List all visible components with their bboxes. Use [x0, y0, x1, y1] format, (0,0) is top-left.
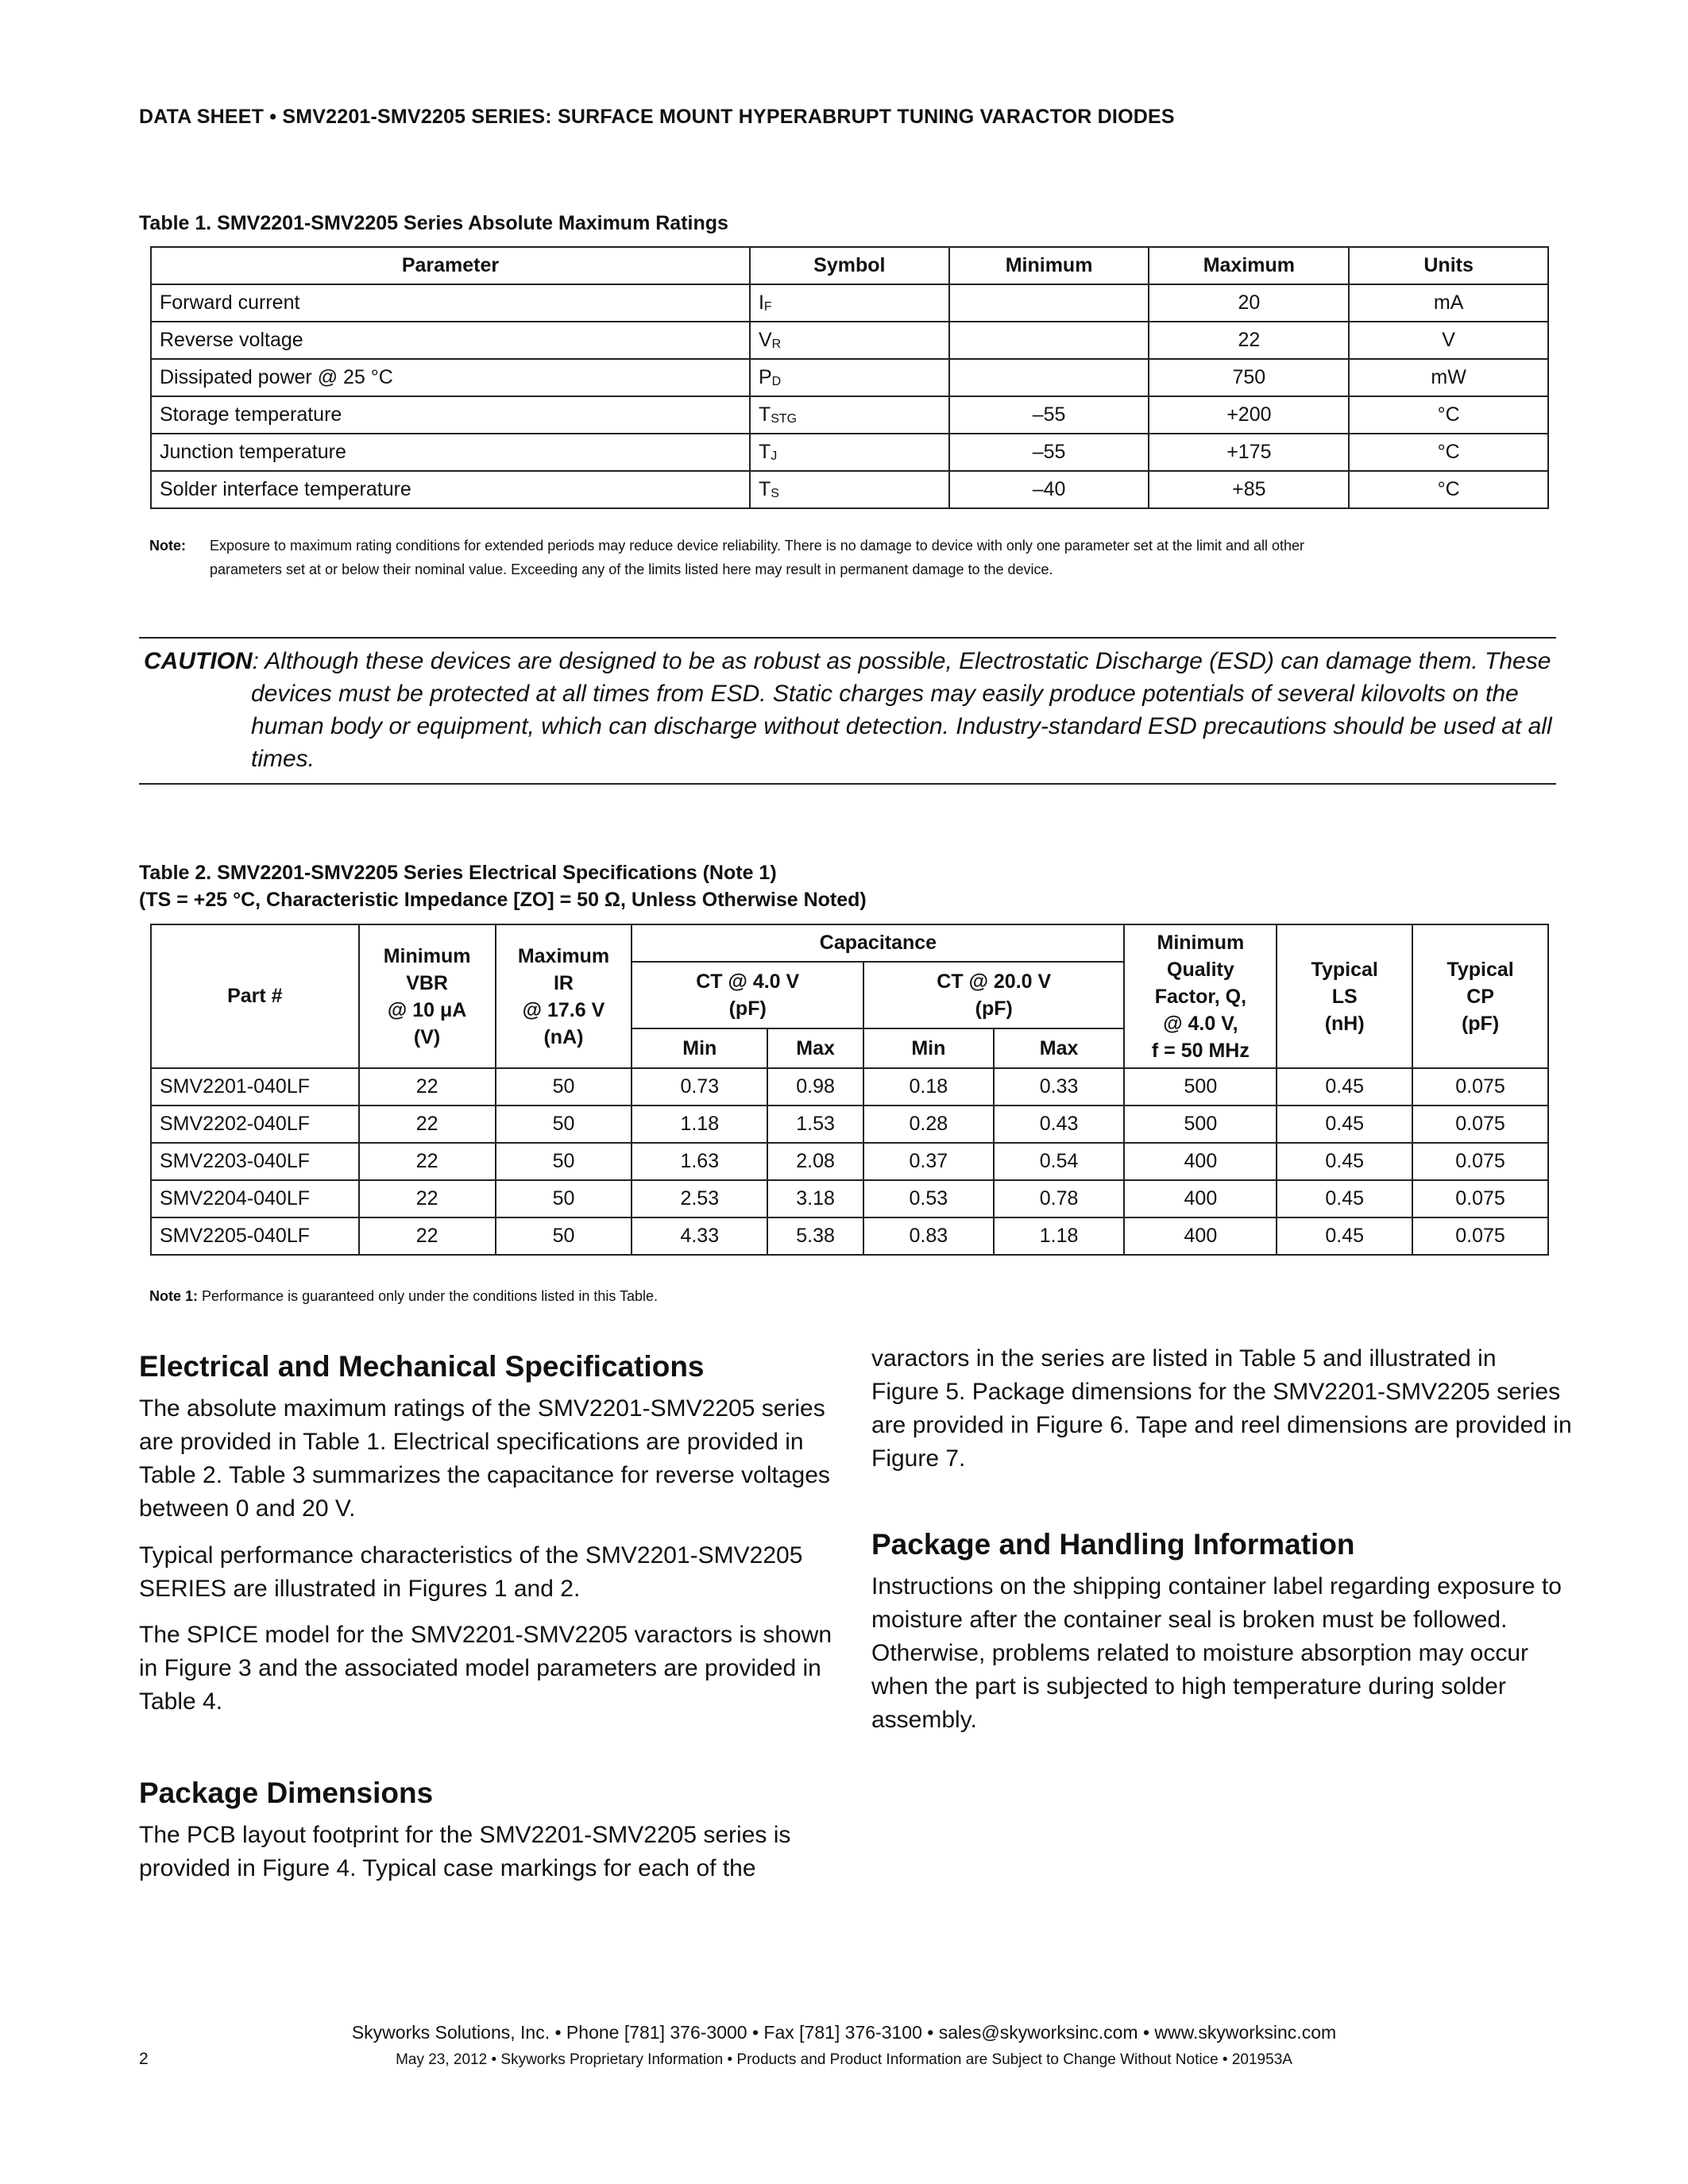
- table-cell: 0.075: [1412, 1068, 1548, 1106]
- section-heading-electrical-mechanical: Electrical and Mechanical Specifications: [139, 1350, 705, 1383]
- table-cell: 400: [1124, 1180, 1277, 1217]
- table-cell: 0.45: [1277, 1180, 1412, 1217]
- maximum-cell: 22: [1149, 322, 1349, 359]
- symbol-subscript: R: [771, 338, 782, 351]
- minimum-cell: [949, 359, 1149, 396]
- table1-header-cell: Minimum: [949, 247, 1149, 284]
- units-cell: V: [1349, 322, 1548, 359]
- section-heading-package-handling: Package and Handling Information: [871, 1528, 1355, 1561]
- symbol-letter: I: [758, 291, 764, 314]
- symbol-subscript: D: [771, 375, 782, 388]
- paragraph-spice-model: The SPICE model for the SMV2201-SMV2205 varactors is shown in Figure 3 and the associated model parameters are provided in Table 4.: [139, 1622, 832, 1715]
- table2-header-row-1: [151, 924, 1548, 962]
- parameter-cell: Forward current: [151, 284, 750, 322]
- table-row: [151, 359, 1548, 396]
- table-cell: 1.18: [632, 1106, 767, 1143]
- table-cell: 5.38: [767, 1217, 863, 1255]
- footer-contact: Skyworks Solutions, Inc. • Phone [781] 376-3000 • Fax [781] 376-3100 • sales@skyworksinc.com • www.skyworksinc.com: [351, 2022, 1337, 2043]
- symbol-cell: [750, 359, 949, 396]
- parameter-cell: Solder interface temperature: [151, 471, 750, 508]
- table-cell: 0.73: [632, 1068, 767, 1106]
- table1-header-row: [151, 247, 1548, 284]
- part-number-header: Part #: [151, 924, 359, 1068]
- table-cell: 2.08: [767, 1143, 863, 1180]
- units-cell: °C: [1349, 396, 1548, 434]
- table-cell: 50: [496, 1106, 632, 1143]
- symbol-cell: [750, 471, 949, 508]
- table-cell: 22: [359, 1143, 496, 1180]
- table-cell: 0.78: [994, 1180, 1125, 1217]
- table-row: [151, 284, 1548, 322]
- table-cell: 400: [1124, 1143, 1277, 1180]
- table1-header-cell: Units: [1349, 247, 1548, 284]
- table-row: [151, 1068, 1548, 1106]
- maximum-cell: +85: [1149, 471, 1349, 508]
- table-cell: 22: [359, 1217, 496, 1255]
- min-header: Min: [863, 1028, 994, 1068]
- table2-caption-1: Table 2. SMV2201-SMV2205 Series Electrical Specifications (Note 1): [139, 862, 777, 884]
- ls-header: Typical LS (nH): [1277, 924, 1412, 1068]
- paragraph-typical-performance: Typical performance characteristics of the SMV2201-SMV2205 SERIES are illustrated in Figures 1 and 2.: [139, 1542, 803, 1602]
- table-row: [151, 1143, 1548, 1180]
- table-row: [151, 1180, 1548, 1217]
- symbol-letter: V: [758, 329, 772, 351]
- table2-caption-2: (TS = +25 °C, Characteristic Impedance [ZO] = 50 Ω, Unless Otherwise Noted): [139, 889, 867, 911]
- symbol-cell: [750, 284, 949, 322]
- symbol-cell: [750, 322, 949, 359]
- table-cell: 50: [496, 1068, 632, 1106]
- caution-line-1: CAUTION: Although these devices are designed to be as robust as possible, Electrostatic Discharge (ESD) can damage them. These: [144, 648, 1551, 674]
- paragraph-varactors-figures: varactors in the series are listed in Table 5 and illustrated in Figure 5. Package dimensions for the SMV2201-SMV2205 series are provided in Figure 6. Tape and reel dimensions are provided in Figure 7.: [871, 1345, 1572, 1472]
- table-cell: 50: [496, 1180, 632, 1217]
- max-header: Max: [994, 1028, 1125, 1068]
- table-cell: 4.33: [632, 1217, 767, 1255]
- symbol-letter: T: [758, 403, 771, 426]
- symbol-letter: P: [758, 366, 772, 388]
- footer-legal: May 23, 2012 • Skyworks Proprietary Information • Products and Product Information are Subject to Change Without Notice • 201953A: [396, 2051, 1292, 2068]
- table1-note-line-1: Exposure to maximum rating conditions for extended periods may reduce device reliability. There is no damage to device with only one parameter set at the limit and all other: [210, 538, 1305, 554]
- table-cell: 0.83: [863, 1217, 994, 1255]
- table-row: [151, 396, 1548, 434]
- table-cell: 0.075: [1412, 1143, 1548, 1180]
- table1-note-line-2: parameters set at or below their nominal value. Exceeding any of the limits listed here may result in permanent damage to the device.: [210, 561, 1053, 577]
- table-row: [151, 471, 1548, 508]
- table-cell: 0.45: [1277, 1143, 1412, 1180]
- ir-header: Maximum IR @ 17.6 V (nA): [496, 924, 632, 1068]
- section-heading-package-dimensions: Package Dimensions: [139, 1777, 434, 1809]
- table-cell: 1.18: [994, 1217, 1125, 1255]
- min-header: Min: [632, 1028, 767, 1068]
- paragraph-pcb-layout: The PCB layout footprint for the SMV2201-SMV2205 series is provided in Figure 4. Typical case markings for each of the: [139, 1822, 791, 1881]
- table-row: [151, 322, 1548, 359]
- table-row: [151, 1106, 1548, 1143]
- table-cell: 0.54: [994, 1143, 1125, 1180]
- ct-20v-header: CT @ 20.0 V (pF): [863, 962, 1124, 1028]
- page-number: 2: [139, 2050, 149, 2068]
- table-cell: 0.33: [994, 1068, 1125, 1106]
- table-cell: 0.43: [994, 1106, 1125, 1143]
- minimum-cell: –40: [949, 471, 1149, 508]
- table1-header-cell: Parameter: [151, 247, 750, 284]
- part-number-cell: SMV2203-040LF: [151, 1143, 359, 1180]
- table-cell: 1.53: [767, 1106, 863, 1143]
- table-cell: 22: [359, 1068, 496, 1106]
- symbol-letter: T: [758, 441, 771, 463]
- table-cell: 3.18: [767, 1180, 863, 1217]
- table-cell: 0.45: [1277, 1068, 1412, 1106]
- table2-note-label: Note 1:: [149, 1288, 199, 1304]
- absolute-max-ratings-table: [150, 246, 1549, 509]
- page-header: DATA SHEET • SMV2201-SMV2205 SERIES: SURFACE MOUNT HYPERABRUPT TUNING VARACTOR DIODES: [139, 106, 1175, 128]
- parameter-cell: Reverse voltage: [151, 322, 750, 359]
- table-cell: 0.075: [1412, 1180, 1548, 1217]
- units-cell: mW: [1349, 359, 1548, 396]
- maximum-cell: +200: [1149, 396, 1349, 434]
- part-number-cell: SMV2205-040LF: [151, 1217, 359, 1255]
- parameter-cell: Storage temperature: [151, 396, 750, 434]
- max-header: Max: [767, 1028, 863, 1068]
- cp-header: Typical CP (pF): [1412, 924, 1548, 1068]
- table-cell: 0.075: [1412, 1217, 1548, 1255]
- table-cell: 50: [496, 1143, 632, 1180]
- units-cell: °C: [1349, 471, 1548, 508]
- caution-line-2: devices must be protected at all times from ESD. Static charges may easily produce potentials of several kilovolts on the: [251, 681, 1519, 707]
- table-cell: 2.53: [632, 1180, 767, 1217]
- table-cell: 0.28: [863, 1106, 994, 1143]
- parameter-cell: Junction temperature: [151, 434, 750, 471]
- table-cell: 1.63: [632, 1143, 767, 1180]
- table-cell: 0.53: [863, 1180, 994, 1217]
- vbr-header: Minimum VBR @ 10 μA (V): [359, 924, 496, 1068]
- table-cell: 400: [1124, 1217, 1277, 1255]
- caution-line-3: human body or equipment, which can discharge without detection. Industry-standard ESD precautions should be used at all: [251, 713, 1552, 739]
- minimum-cell: –55: [949, 434, 1149, 471]
- symbol-cell: [750, 396, 949, 434]
- table-cell: 500: [1124, 1106, 1277, 1143]
- quality-factor-header: Minimum Quality Factor, Q, @ 4.0 V, f = 50 MHz: [1124, 924, 1277, 1068]
- table-cell: 0.075: [1412, 1106, 1548, 1143]
- part-number-cell: SMV2201-040LF: [151, 1068, 359, 1106]
- table-cell: 50: [496, 1217, 632, 1255]
- table-cell: 500: [1124, 1068, 1277, 1106]
- symbol-cell: [750, 434, 949, 471]
- symbol-letter: T: [758, 478, 771, 500]
- table1-header-cell: Symbol: [750, 247, 949, 284]
- table-cell: 0.45: [1277, 1217, 1412, 1255]
- part-number-cell: SMV2204-040LF: [151, 1180, 359, 1217]
- part-number-cell: SMV2202-040LF: [151, 1106, 359, 1143]
- symbol-subscript: S: [771, 487, 779, 500]
- table2-note: Note 1: Performance is guaranteed only under the conditions listed in this Table.: [149, 1288, 659, 1304]
- minimum-cell: –55: [949, 396, 1149, 434]
- parameter-cell: Dissipated power @ 25 °C: [151, 359, 750, 396]
- minimum-cell: [949, 322, 1149, 359]
- caution-line-4: times.: [251, 746, 315, 772]
- caution-label: CAUTION: [144, 648, 253, 674]
- table-cell: 22: [359, 1180, 496, 1217]
- table1-note-label: Note:: [149, 538, 186, 554]
- table-cell: 0.18: [863, 1068, 994, 1106]
- minimum-cell: [949, 284, 1149, 322]
- units-cell: °C: [1349, 434, 1548, 471]
- symbol-subscript: J: [771, 450, 778, 463]
- symbol-subscript: STG: [771, 412, 798, 426]
- table-cell: 0.45: [1277, 1106, 1412, 1143]
- table-row: [151, 1217, 1548, 1255]
- ct-4v-header: CT @ 4.0 V (pF): [632, 962, 863, 1028]
- electrical-specifications-table: [150, 924, 1549, 1256]
- table-row: [151, 434, 1548, 471]
- maximum-cell: 750: [1149, 359, 1349, 396]
- capacitance-header: Capacitance: [632, 924, 1124, 962]
- table1-header-cell: Maximum: [1149, 247, 1349, 284]
- table-cell: 0.37: [863, 1143, 994, 1180]
- table-cell: 22: [359, 1106, 496, 1143]
- maximum-cell: 20: [1149, 284, 1349, 322]
- units-cell: mA: [1349, 284, 1548, 322]
- maximum-cell: +175: [1149, 434, 1349, 471]
- table-cell: 0.98: [767, 1068, 863, 1106]
- table1-caption: Table 1. SMV2201-SMV2205 Series Absolute Maximum Ratings: [139, 212, 728, 234]
- symbol-subscript: F: [763, 300, 772, 314]
- paragraph-shipping-instructions: Instructions on the shipping container label regarding exposure to moisture after the container seal is broken must be followed. Otherwise, problems related to moisture absorption may occur when the part is subjected to high temperature during solder assembly.: [871, 1573, 1562, 1733]
- paragraph-ratings: The absolute maximum ratings of the SMV2201-SMV2205 series are provided in Table 1. Electrical specifications are provided in Table 2. Table 3 summarizes the capacitance for reverse voltages between 0 and 20 V.: [139, 1395, 830, 1522]
